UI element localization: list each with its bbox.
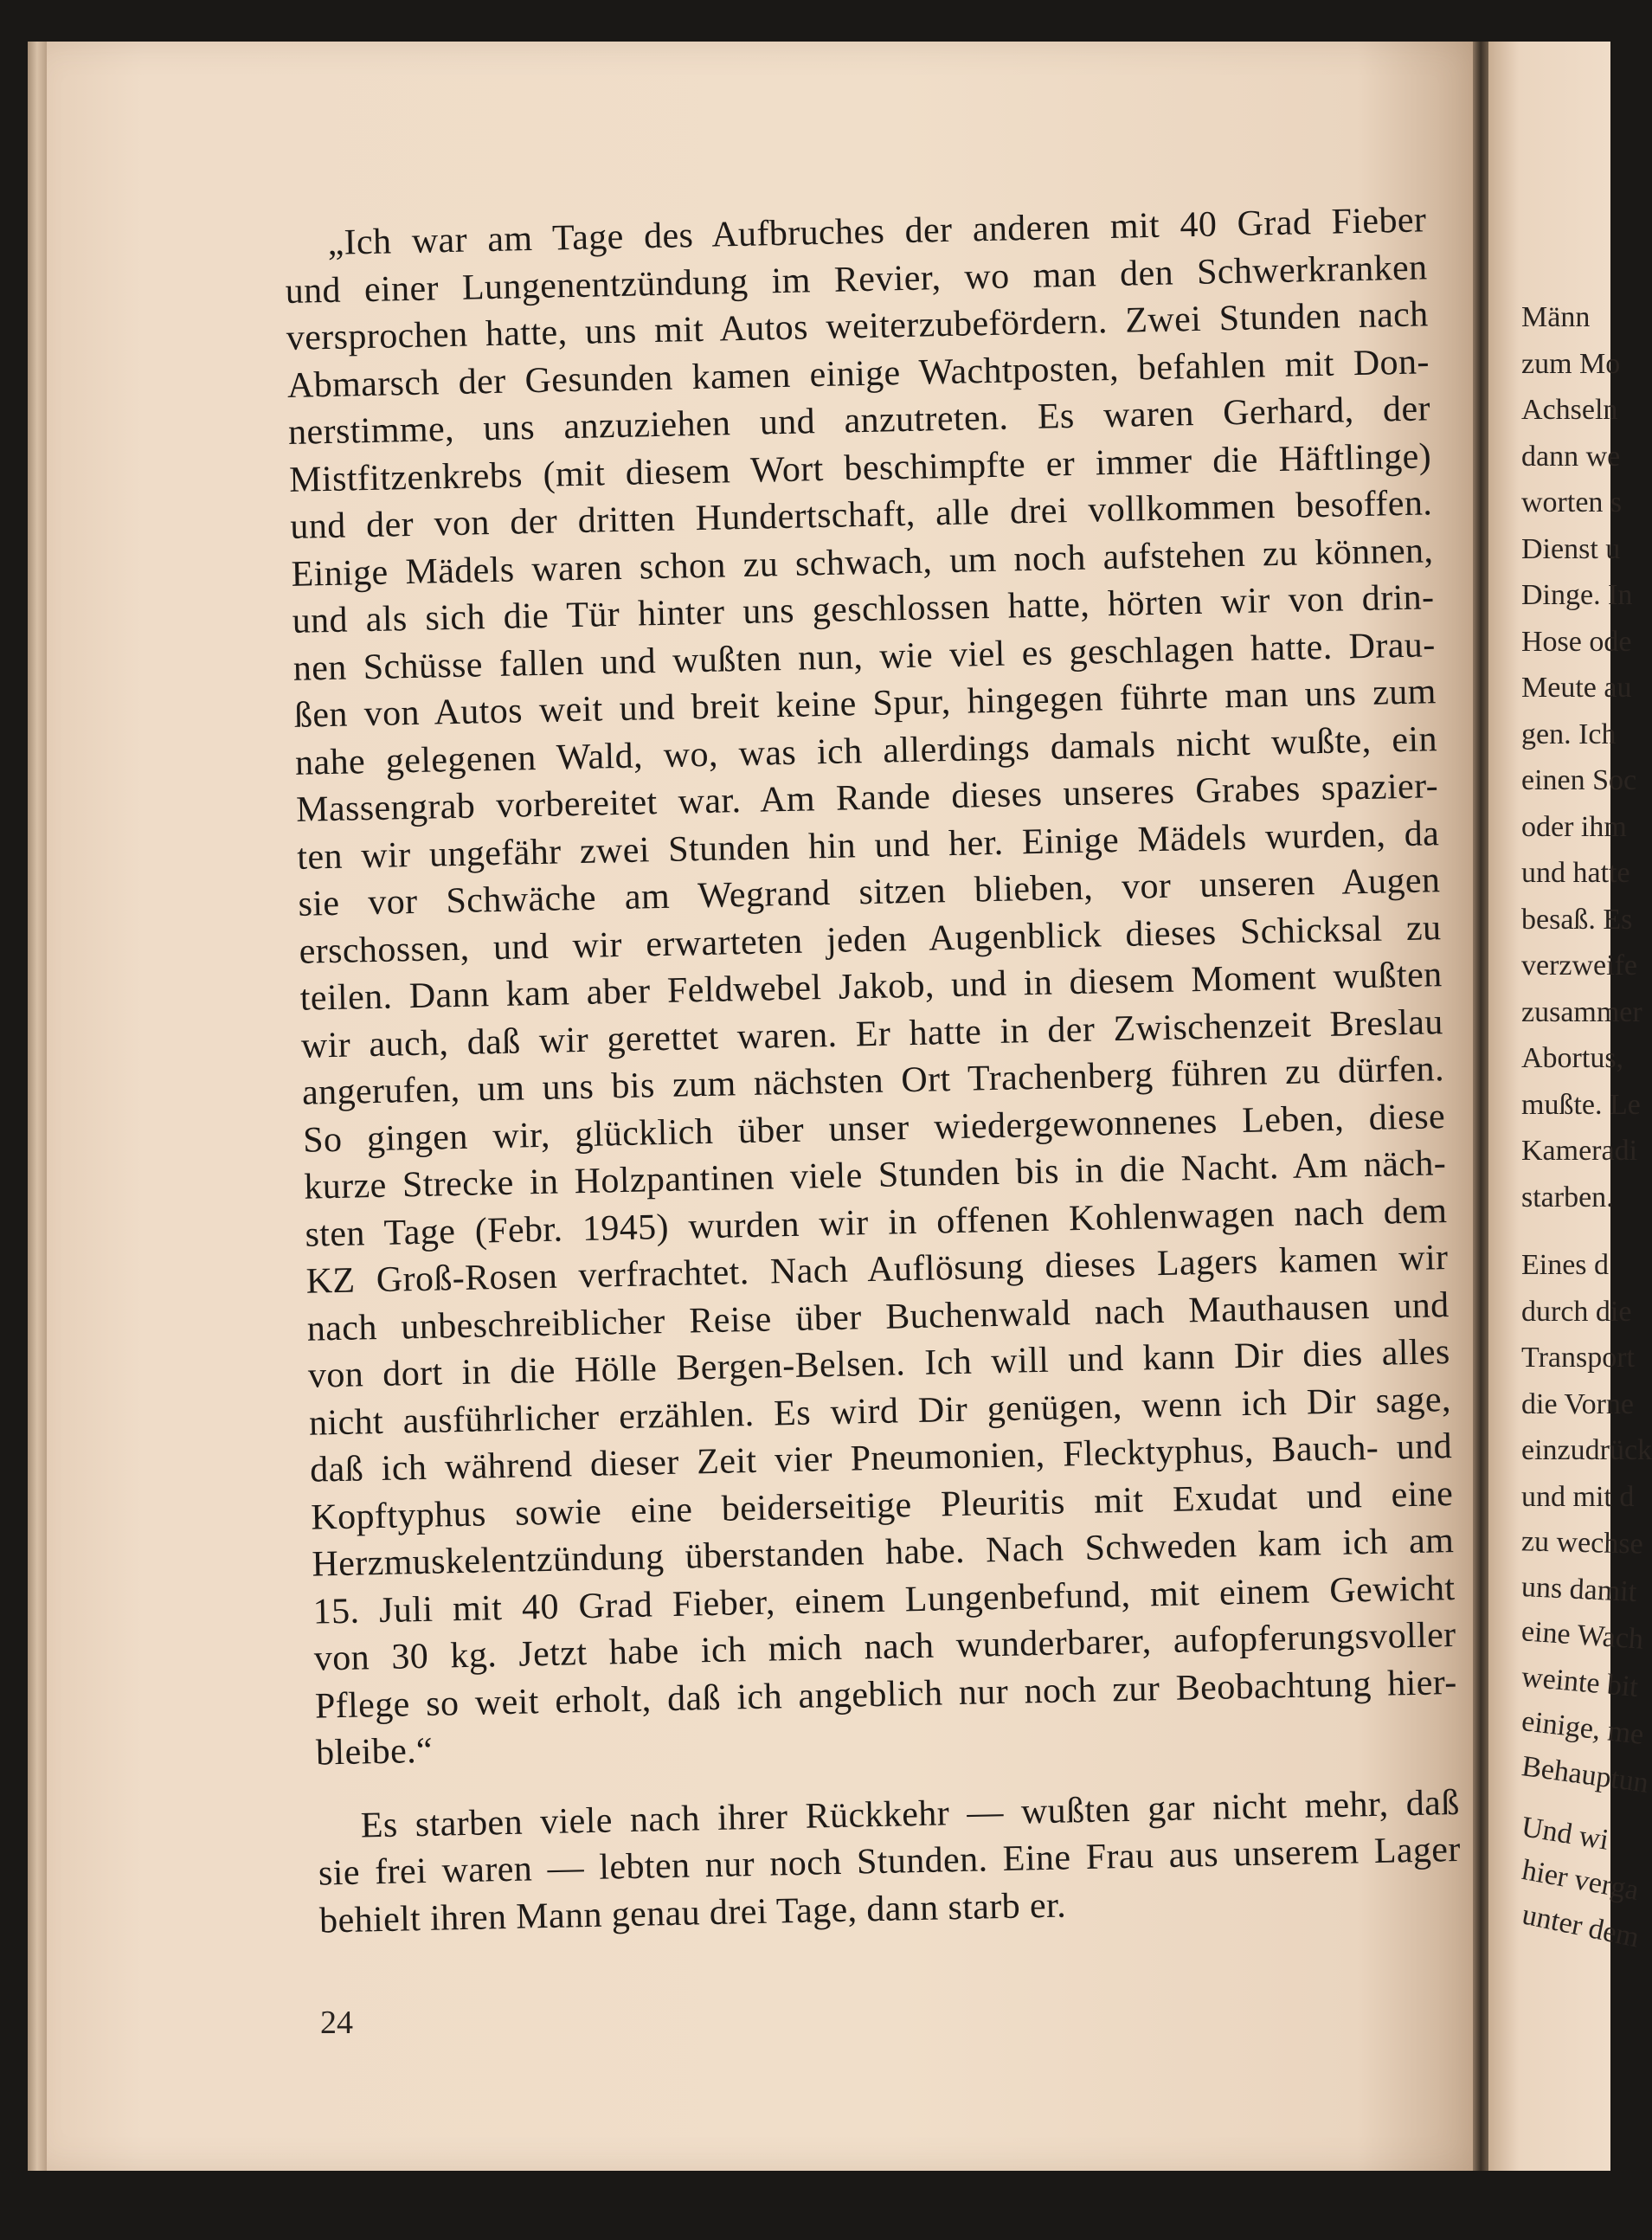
text-line: und der von der dritten Hundertschaft, alle drei vollkommen besoffen. (289, 483, 1433, 547)
right-page-fragment: zum Mo (1521, 347, 1621, 380)
text-line: nen Schüsse fallen und wußten nun, wie viel es geschlagen hatte. Drau- (292, 624, 1437, 689)
text-line: wir auch, daß wir gerettet waren. Er hatte in der Zwischenzeit Breslau (300, 1001, 1444, 1066)
page-number: 24 (320, 2005, 353, 2041)
right-page-fragment: Achseln (1521, 394, 1618, 426)
right-page-fragment: einzudrück (1521, 1434, 1652, 1466)
right-page-fragment: dann we (1521, 440, 1621, 473)
right-page-fragment: und hatte (1521, 857, 1630, 889)
body-text (284, 196, 1462, 1944)
text-line: und einer Lungenentzündung im Revier, wo man den Schwerkranken (285, 247, 1428, 312)
right-page-fragment: hier verga (1519, 1853, 1642, 1907)
right-page-fragment: und mit d (1521, 1480, 1635, 1513)
right-page-fragment: uns damit (1520, 1570, 1637, 1608)
text-line: Abmarsch der Gesunden kamen einige Wachtposten, befahlen mit Don- (286, 341, 1430, 406)
text-line: und als sich die Tür hinter uns geschlossen hatte, hörten wir von drin- (292, 577, 1435, 641)
right-page-fragment: eine Wach (1520, 1615, 1645, 1656)
text-line: von 30 kg. Jetzt habe ich mich nach wunderbarer, aufopferungsvoller (313, 1614, 1456, 1679)
text-line: von dort in die Hölle Bergen-Belsen. Ich will und kann Dir dies alles (307, 1332, 1451, 1396)
right-page (1488, 42, 1652, 2171)
right-page-fragment: gen. Ich (1521, 718, 1617, 750)
text-line: So gingen wir, glücklich über unser wiedergewonnenes Leben, diese (302, 1096, 1446, 1161)
right-page-fragment: einige, me (1520, 1705, 1646, 1751)
right-page-fragment: Hose ode (1521, 625, 1632, 658)
page-edge (28, 42, 47, 2171)
right-page-fragment: unter dem (1519, 1898, 1642, 1954)
text-line: behielt ihren Mann genau drei Tage, dann starb er. (318, 1885, 1067, 1941)
text-line: nerstimme, uns anzuziehen und anzutreten. Es waren Gerhard, der (287, 389, 1431, 453)
text-line: Herzmuskelentzündung überstanden habe. Nach Schweden kam ich am (312, 1521, 1455, 1585)
paragraph-1 (284, 196, 1458, 1777)
right-page-fragment: mußte. Le (1521, 1088, 1641, 1121)
right-page-fragment: verzweife (1521, 949, 1638, 982)
text-line: nicht ausführlicher erzählen. Es wird Dir genügen, wenn ich Dir sage, (308, 1379, 1452, 1444)
right-page-fragment: durch die (1521, 1295, 1632, 1328)
right-page-fragment: zu wechse (1520, 1525, 1644, 1561)
right-page-fragment: Behauptun (1520, 1749, 1651, 1799)
text-line: versprochen hatte, uns mit Autos weiterzubefördern. Zwei Stunden nach (286, 294, 1430, 358)
right-page-fragment: Dienst u (1521, 532, 1621, 565)
right-page-fragment: weinte bit (1520, 1660, 1640, 1703)
text-line: kurze Strecke in Holzpantinen viele Stunden bis in die Nacht. Am näch- (303, 1143, 1447, 1207)
right-page-fragment: einen Soc (1521, 764, 1637, 796)
text-line: angerufen, um uns bis zum nächsten Ort Trachenberg führen zu dürfen. (301, 1049, 1445, 1113)
text-line: daß ich während dieser Zeit vier Pneumonien, Flecktyphus, Bauch- und (309, 1426, 1453, 1490)
right-page-fragment: oder ihm (1521, 810, 1627, 843)
text-line: sie frei waren — lebten nur noch Stunden. Eine Frau aus unserem Lager (318, 1829, 1462, 1894)
text-line: sten Tage (Febr. 1945) wurden wir in offenen Kohlenwagen nach dem (305, 1190, 1448, 1255)
text-line: Mistfitzenkrebs (mit diesem Wort beschimpfte er immer die Häftlinge) (288, 435, 1432, 500)
right-page-fragment: Transport (1521, 1342, 1635, 1374)
text-line: Einige Mädels waren schon zu schwach, um noch aufstehen zu können, (291, 530, 1434, 595)
text-line: erschossen, und wir erwarteten jeden Augenblick dieses Schicksal zu (299, 907, 1442, 972)
right-page-fragment: besaß. Es (1521, 903, 1633, 936)
text-line: 15. Juli mit 40 Grad Fieber, einem Lungenbefund, mit einem Gewicht (312, 1567, 1456, 1632)
text-line: „Ich war am Tage des Aufbruches der anderen mit 40 Grad Fieber (327, 200, 1427, 263)
text-line: Kopftyphus sowie eine beiderseitige Pleuritis mit Exudat und eine (310, 1473, 1454, 1538)
right-page-fragment: starben. (1521, 1181, 1614, 1213)
text-line: Es starben viele nach ihrer Rückkehr — wußten gar nicht mehr, daß (360, 1782, 1461, 1846)
text-line: nahe gelegenen Wald, wo, was ich allerdings damals nicht wußte, ein (294, 718, 1438, 783)
text-line: bleibe.“ (315, 1730, 434, 1773)
book-gutter (1473, 42, 1488, 2171)
right-page-fragment: Abortus, (1521, 1042, 1624, 1074)
text-line: ten wir ungefähr zwei Stunden hin und her. Einige Mädels wurden, da (296, 813, 1440, 878)
right-page-fragment: Meute au (1521, 672, 1632, 704)
text-line: ßen von Autos weit und breit keine Spur, hingegen führte man uns zum (293, 672, 1437, 736)
right-page-fragment: Und wi (1519, 1811, 1611, 1857)
paragraph-2 (317, 1779, 1462, 1944)
text-line: Pflege so weit erholt, daß ich angeblich nur noch zur Beobachtung hier- (314, 1662, 1458, 1727)
text-line: nach unbeschreiblicher Reise über Buchenwald nach Mauthausen und (306, 1284, 1450, 1349)
text-line: Massengrab vorbereitet war. Am Rande dieses unseres Grabes spazier- (295, 766, 1439, 830)
right-page-fragment: Männ (1521, 301, 1591, 333)
right-page-fragment: Kameradi (1521, 1135, 1638, 1167)
right-page-fragment: zusammer (1521, 995, 1642, 1028)
text-line: sie vor Schwäche am Wegrand sitzen blieben, vor unseren Augen (298, 860, 1441, 924)
right-page-fragment: die Vorne (1521, 1387, 1635, 1420)
right-page-fragment: Eines d (1521, 1249, 1610, 1281)
right-page-fragment: Dinge. In (1521, 579, 1633, 611)
text-line: teilen. Dann kam aber Feldwebel Jakob, und in diesem Moment wußten (299, 955, 1443, 1019)
text-line: KZ Groß-Rosen verfrachtet. Nach Auflösung dieses Lagers kamen wir (305, 1238, 1449, 1302)
right-page-fragment: worten s (1521, 486, 1623, 518)
